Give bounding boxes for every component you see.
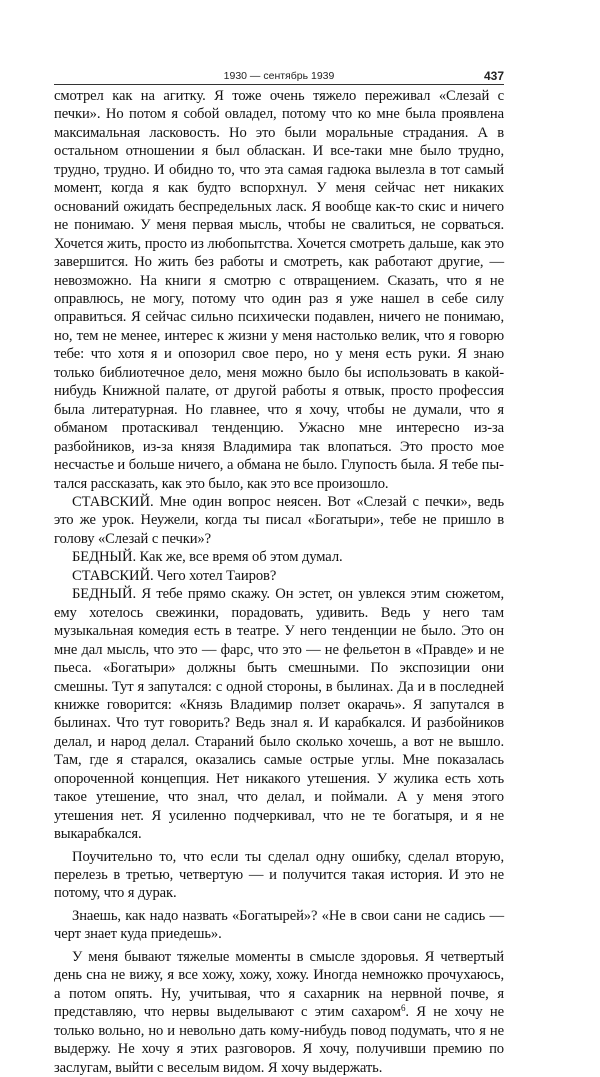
running-title: 1930 — сентябрь 1939 bbox=[223, 70, 335, 82]
dialogue-paragraph: БЕДНЫЙ. Как же, все время об этом думал. bbox=[72, 549, 343, 566]
page-body bbox=[54, 87, 504, 1077]
paragraph: Знаешь, как надо назвать «Богатырей»? «Не в свои сани не садись — черт знает куда приедешь». bbox=[54, 907, 504, 943]
dialogue-paragraph: БЕДНЫЙ. Я тебе прямо скажу. Он эстет, он увлекся этим сюжетом, ему хотелось свежинки, порадовать, удивить. Ведь у него там музыкальная комедия есть в театре. У него тенденции не было. Это он мне дал мысль, что это — фарс, что это — не фельетон в «Правде» и не пьеса. «Богатыри» должны быть смешными. По экспозиции они смешны. Тут я запутался: с одной стороны, в былинах. Да и в последней книжке говорится: «Князь Владимир ползет окарачь». Я запутался в былинах. Что тут говорить? Ведь знал я. И карабкался. И разбойников делал, и народ делал. Стараний было сколько хочешь, а вот не вышло. Там, где я старался, оказались самые острые углы. Мне показалась опороченной концепция. Нет никакого утешения. У жулика есть хоть такое утешение, что знал, что делал, и поймали. А у меня этого утешения нет. Я усиленно подчеркивал, что не те богатыря, и я не выкарабкался. bbox=[54, 586, 504, 843]
paragraph bbox=[54, 948, 504, 1077]
paragraph: смотрел как на агитку. Я тоже очень тяжело переживал «Слезай с печки». Но потом я собой овладел, потому что ко мне была проявлена максимальная ласковость. Но это были моральные страдания. А в остальном отношении я был обласкан. И все-таки мне было трудно, трудно, трудно. И обидно то, что эта самая гадюка вылезла в тот самый момент, когда я как будто вспорхнул. У меня сейчас нет никаких оснований ожидать беспредельных ласк. Я вообще как-то скис и ничего не понимаю. У меня первая мысль, чтобы не свалиться, не сорваться. Хочется жить, просто из любопытства. Хочется смотреть дальше, как это завершится. Но жить без работы и смотреть, как работают другие, — невозможно. На книги я смотрю с отвращением. Сказать, что я не оправлюсь, не могу, потому что один раз я уже нашел в себе силу оправиться. Я сейчас сильно психически подавлен, ничего не понимаю, но, тем не менее, интерес к жизни у меня настолько велик, что я говорю тебе: что хотя я и опозорил свое перо, но у меня есть руки. Я знаю только библиотечное дело, меня можно было бы использовать в какой-нибудь Книжной палате, от другой работы я отвык, просто профессия была литературная. Но главнее, что я хочу, чтобы не думали, что я обманом протаскивал тенденцию. Ужасно мне интересно из-за разбойников, из-за князя Владимира так влопаться. Это просто мое несчастье и больше ничего, а обмана не было. Глупость была. Я тебе пытался рассказать, как это было, как это все произошло. bbox=[54, 88, 504, 492]
dialogue-paragraph: СТАВСКИЙ. Мне один вопрос неясен. Вот «Слезай с печки», ведь это же урок. Неужели, когда ты писал «Богатыри», тебе не пришло в голову «Слезай с печки»? bbox=[54, 493, 504, 547]
header-rule bbox=[54, 84, 504, 85]
dialogue-paragraph: СТАВСКИЙ. Чего хотел Таиров? bbox=[72, 567, 277, 584]
paragraph: Поучительно то, что если ты сделал одну ошибку, сделал вторую, перелезь в третью, четвертую — и получится такая история. И это не потому, что я дурак. bbox=[54, 848, 504, 902]
page-number: 437 bbox=[483, 69, 504, 83]
paragraph-text: . Я не хочу не только вольно, но и невольно дать кому-нибудь повод подумать, что я не выдержу. Не хочу я этих разговоров. Я хочу, получивши премию по заслугам, выйти с веселым видом. Я хочу выдержать. bbox=[54, 1004, 504, 1076]
paragraph-text: У меня бывают тяжелые моменты в смысле здоровья. Я четвертый день сна не вижу, я все хожу, хожу, хожу. Иногда немножко прочухаюсь, а потом опять. Ну, учитывая, что я сахарник на нервной почве, я представляю, что нервы выделывают с этим сахаром bbox=[54, 948, 504, 1021]
book-page bbox=[54, 70, 504, 1077]
running-header bbox=[54, 70, 504, 84]
footnote-reference[interactable]: 6 bbox=[400, 1003, 406, 1014]
